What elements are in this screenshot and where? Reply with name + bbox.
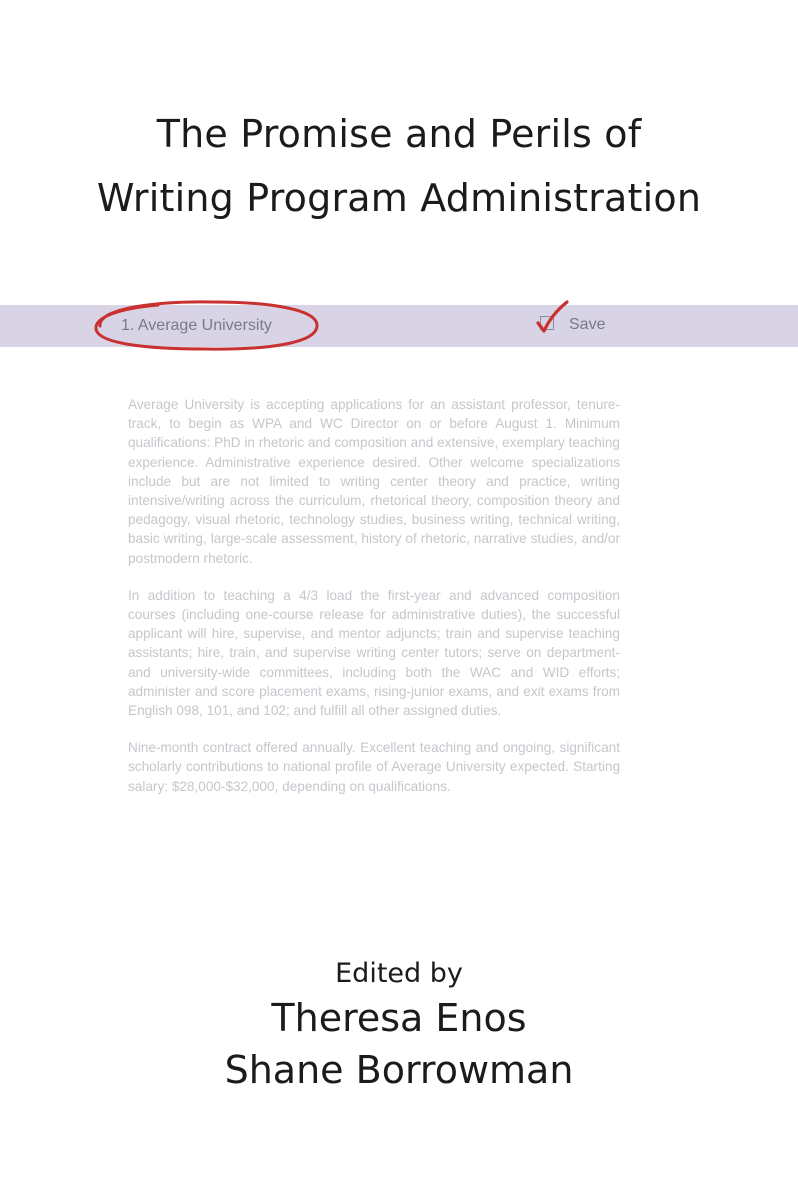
save-control <box>533 300 623 342</box>
editor-name: Theresa Enos <box>271 996 527 1040</box>
editors-block <box>0 956 798 1096</box>
save-label: Save <box>569 316 606 333</box>
ad-paragraph: In addition to teaching a 4/3 load the first-year and advanced composition courses (including one-course release for administrative duties), the successful applicant will hire, supervise, and mentor adjuncts; train and supervise teaching assistants; hire, train, and supervise writing center tutors; serve on department- and university-wide committees, including both the WAC and WID efforts; administer and score placement exams, rising-junior exams, and exit exams from English 098, 101, and 102; and fulfill all other assigned duties. <box>128 587 620 719</box>
hand-drawn-circle-icon <box>88 296 324 354</box>
title-line-1: The Promise and Perils of <box>156 112 642 156</box>
book-title <box>0 102 798 230</box>
editor-name: Shane Borrowman <box>224 1048 574 1092</box>
edited-by-label: Edited by <box>335 958 463 989</box>
job-ad-text <box>128 395 620 814</box>
ad-paragraph: Nine-month contract offered annually. Excellent teaching and ongoing, significant scholarly contributions to national profile of Average University expected. Starting salary: $28,000-$32,000, depending on qualifications. <box>128 740 620 794</box>
ad-paragraph: Average University is accepting applications for an assistant professor, tenure-track, to begin as WPA and WC Director on or before August 1. Minimum qualifications: PhD in rhetoric and composition and extensive, exemplary teaching experience. Administrative experience desired. Other welcome specializations include but are not limited to writing center theory and practice, writing intensive/writing across the curriculum, rhetorical theory, composition theory and pedagogy, visual rhetoric, technology studies, business writing, technical writing, basic writing, large-scale assessment, history of rhetoric, narrative studies, and/or postmodern rhetoric. <box>128 397 620 566</box>
checkmark-icon <box>533 300 569 336</box>
title-line-2: Writing Program Administration <box>96 176 702 220</box>
listing-item-label: 1. Average University <box>121 317 272 334</box>
